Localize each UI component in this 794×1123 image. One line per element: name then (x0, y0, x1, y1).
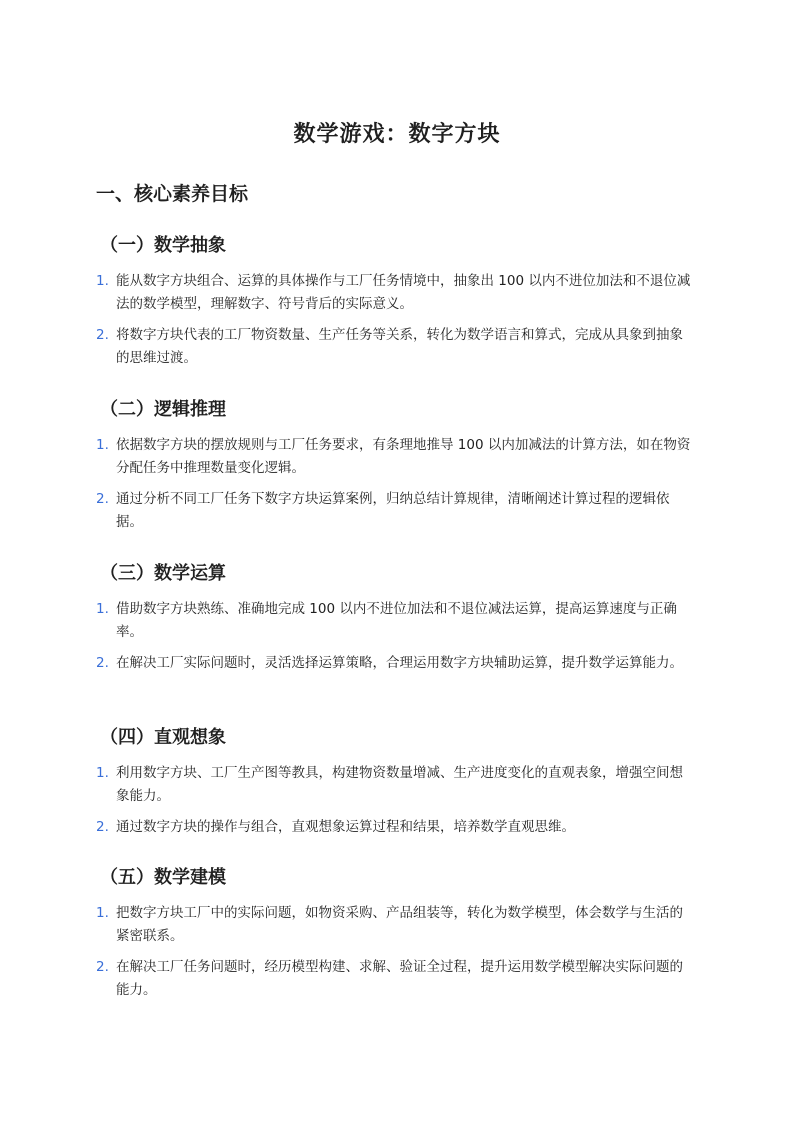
list-item-text: 把数字方块工厂中的实际问题，如物资采购、产品组装等，转化为数学模型，体会数学与生活的紧密联系。 (116, 905, 683, 944)
list-item (96, 270, 696, 316)
subsection-heading: （四）直观想象 (100, 727, 226, 748)
document-title: 数学游戏：数字方块 (293, 122, 501, 147)
section-heading-core-goals: 一、核心素养目标 (96, 183, 249, 205)
list-number: 2. (96, 327, 109, 343)
subsection-abstraction (96, 232, 696, 378)
list-number: 2. (96, 959, 109, 975)
list-item-text: 依据数字方块的摆放规则与工厂任务要求，有条理地推导 100 以内加减法的计算方法，如在物资分配任务中推理数量变化逻辑。 (116, 437, 691, 476)
subsection-heading: （二）逻辑推理 (100, 399, 226, 420)
subsection-heading: （一）数学抽象 (100, 235, 226, 256)
list-item-text: 能从数字方块组合、运算的具体操作与工厂任务情境中，抽象出 100 以内不进位加法和不退位减法的数学模型，理解数字、符号背后的实际意义。 (116, 273, 691, 312)
list-item-text: 通过分析不同工厂任务下数字方块运算案例，归纳总结计算规律，清晰阐述计算过程的逻辑依据。 (116, 491, 670, 530)
list-item-text: 在解决工厂任务问题时，经历模型构建、求解、验证全过程，提升运用数学模型解决实际问题的能力。 (116, 959, 683, 998)
list-item (96, 762, 696, 808)
list-item (96, 488, 696, 534)
list-number: 2. (96, 655, 109, 671)
list-item (96, 816, 696, 839)
subsection-computation (96, 560, 696, 683)
list-number: 1. (96, 273, 109, 289)
list-item (96, 434, 696, 480)
list-item (96, 902, 696, 948)
subsection-heading: （五）数学建模 (100, 867, 226, 888)
subsection-heading: （三）数学运算 (100, 563, 226, 584)
list-number: 1. (96, 601, 109, 617)
list-item-text: 将数字方块代表的工厂物资数量、生产任务等关系，转化为数学语言和算式，完成从具象到抽象的思维过渡。 (116, 327, 683, 366)
list-number: 2. (96, 491, 109, 507)
list-item (96, 324, 696, 370)
list-item-text: 利用数字方块、工厂生产图等教具，构建物资数量增减、生产进度变化的直观表象，增强空间想象能力。 (116, 765, 683, 804)
list-item (96, 652, 696, 675)
list-item-text: 在解决工厂实际问题时，灵活选择运算策略，合理运用数字方块辅助运算，提升数学运算能力。 (116, 655, 683, 671)
list-number: 2. (96, 819, 109, 835)
list-number: 1. (96, 437, 109, 453)
list-number: 1. (96, 905, 109, 921)
subsection-modeling (96, 864, 696, 1010)
list-number: 1. (96, 765, 109, 781)
subsection-imagination (96, 724, 696, 847)
list-item-text: 借助数字方块熟练、准确地完成 100 以内不进位加法和不退位减法运算，提高运算速度与正确率。 (116, 601, 677, 640)
subsection-reasoning (96, 396, 696, 542)
list-item (96, 956, 696, 1002)
list-item (96, 598, 696, 644)
list-item-text: 通过数字方块的操作与组合，直观想象运算过程和结果，培养数学直观思维。 (116, 819, 575, 835)
